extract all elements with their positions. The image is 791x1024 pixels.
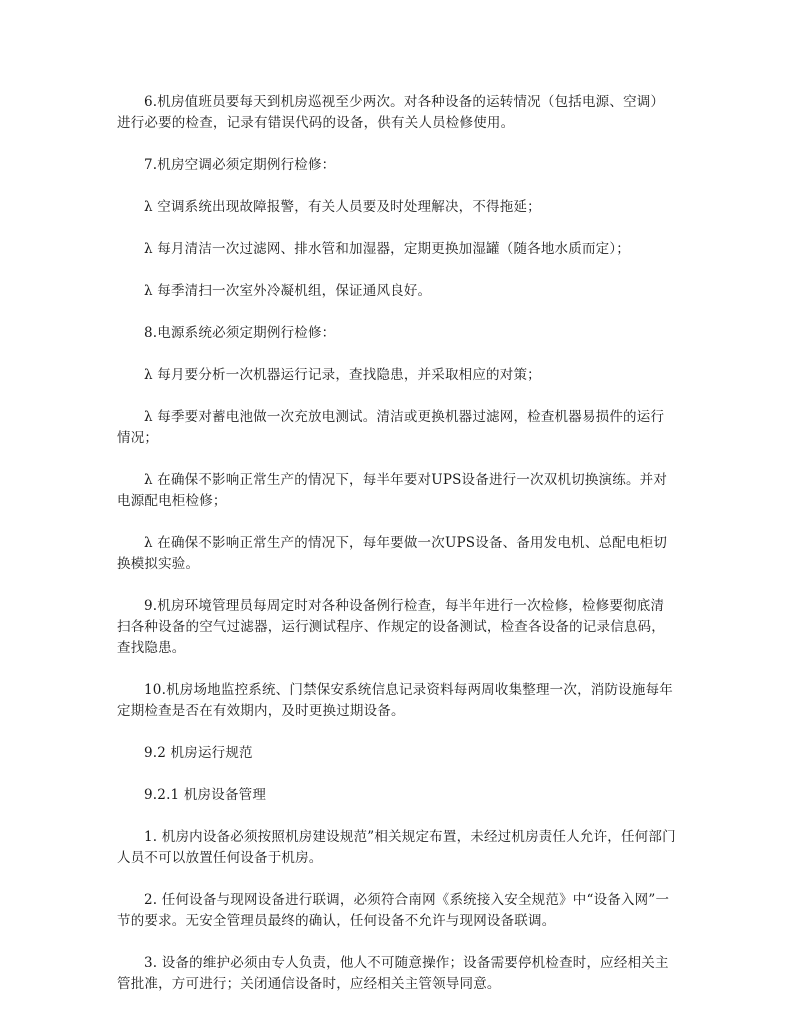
paragraph-rule-2: 2. 任何设备与现网设备进行联调，必须符合南网《系统接入安全规范》中“设备入网”一节的要求。无安全管理员最终的确认，任何设备不允许与现网设备联调。 <box>117 892 670 929</box>
paragraph-rule-1: 1. 机房内设备必须按照机房建设规范”相关规定布置，未经过机房责任人允许，任何部门人员不可以放置任何设备于机房。 <box>117 829 676 866</box>
list-item-power-yearly: λ 在确保不影响正常生产的情况下，每年要做一次UPS设备、备用发电机、总配电柜切换模拟实验。 <box>117 535 668 572</box>
paragraph-8-power-maintenance: 8.电源系统必须定期例行检修： <box>144 325 336 341</box>
paragraph-rule-3: 3. 设备的维护必须由专人负责，他人不可随意操作；设备需要停机检查时，应经相关主管批准，方可进行；关闭通信设备时，应经相关主管领导同意。 <box>117 955 669 992</box>
document-body <box>117 92 677 1016</box>
list-item-ac-alarm: λ 空调系统出现故障报警，有关人员要及时处理解决，不得拖延； <box>144 199 541 215</box>
paragraph-6-duty-inspection: 6.机房值班员要每天到机房巡视至少两次。对各种设备的运转情况（包括电源、空调）进行必要的检查，记录有错误代码的设备，供有关人员检修使用。 <box>117 94 665 131</box>
section-heading-9-2: 9.2 机房运行规范 <box>144 745 253 761</box>
list-item-ac-quarterly-clean: λ 每季清扫一次室外冷凝机组，保证通风良好。 <box>144 283 432 299</box>
list-item-power-quarterly: λ 每季要对蓄电池做一次充放电测试。清洁或更换机器过滤网，检查机器易损件的运行情况； <box>117 409 665 446</box>
list-item-power-monthly: λ 每月要分析一次机器运行记录，查找隐患，并采取相应的对策； <box>144 367 541 383</box>
list-item-ac-monthly-clean: λ 每月清洁一次过滤网、排水管和加湿器，定期更换加湿罐（随各地水质而定）； <box>144 241 630 257</box>
list-item-power-halfyear: λ 在确保不影响正常生产的情况下，每半年要对UPS设备进行一次双机切换演练。并对电源配电柜检修； <box>117 472 668 509</box>
paragraph-10-monitoring: 10.机房场地监控系统、门禁保安系统信息记录资料每两周收集整理一次，消防设施每年定期检查是否在有效期内，及时更换过期设备。 <box>117 682 673 719</box>
paragraph-7-ac-maintenance: 7.机房空调必须定期例行检修： <box>144 157 336 173</box>
paragraph-9-environment: 9.机房环境管理员每周定时对各种设备例行检查，每半年进行一次检修，检修要彻底清扫各种设备的空气过滤器，运行测试程序、作规定的设备测试，检查各设备的记录信息码，查找隐患。 <box>117 598 665 656</box>
section-heading-9-2-1: 9.2.1 机房设备管理 <box>144 787 267 803</box>
